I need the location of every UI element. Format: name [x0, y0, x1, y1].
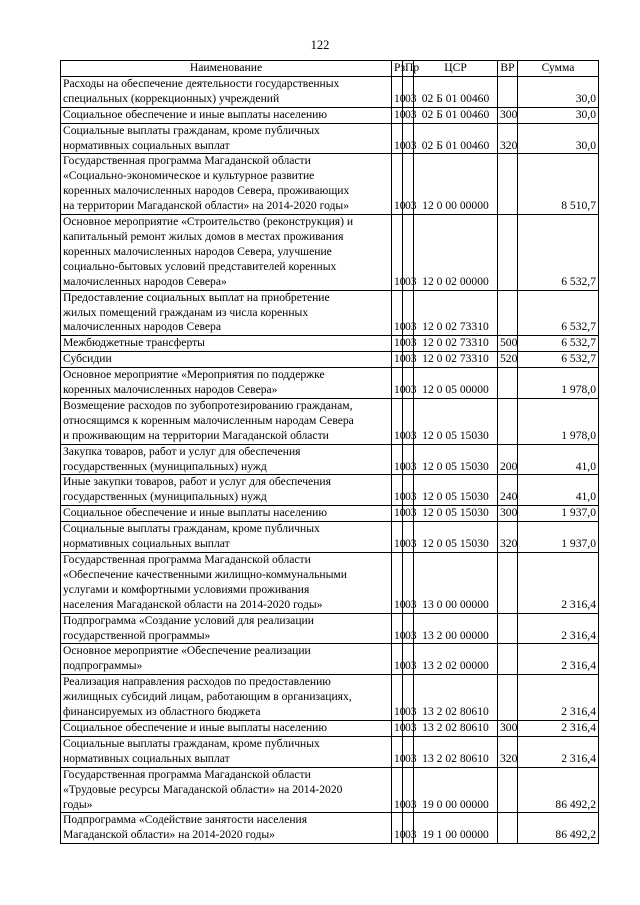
cell-csr: 12 0 02 73310 — [414, 290, 498, 336]
table-row — [61, 813, 599, 844]
header-pr: Пр — [403, 61, 414, 77]
cell-csr: 19 0 00 00000 — [414, 767, 498, 813]
cell-rz: 10 — [392, 506, 403, 522]
cell-vr — [498, 767, 518, 813]
cell-name: Иные закупки товаров, работ и услуг для обеспечения государственных (муниципальных) нужд — [61, 475, 392, 506]
cell-vr: 240 — [498, 475, 518, 506]
cell-sum: 2 316,4 — [518, 644, 599, 675]
table-row — [61, 553, 599, 614]
cell-sum: 86 492,2 — [518, 767, 599, 813]
cell-name: Подпрограмма «Создание условий для реализации государственной программы» — [61, 613, 392, 644]
table-row — [61, 368, 599, 399]
cell-name: Предоставление социальных выплат на приобретение жилых помещений гражданам из числа коренных малочисленных народов Севера — [61, 290, 392, 336]
cell-rz: 10 — [392, 398, 403, 444]
cell-sum: 6 532,7 — [518, 352, 599, 368]
cell-pr: 03 — [403, 720, 414, 736]
cell-rz: 10 — [392, 522, 403, 553]
cell-name: Социальное обеспечение и иные выплаты населению — [61, 720, 392, 736]
cell-vr — [498, 613, 518, 644]
cell-csr: 12 0 02 00000 — [414, 215, 498, 291]
cell-csr: 19 1 00 00000 — [414, 813, 498, 844]
cell-vr — [498, 553, 518, 614]
cell-csr: 02 Б 01 00460 — [414, 123, 498, 154]
cell-pr: 03 — [403, 553, 414, 614]
cell-sum: 30,0 — [518, 123, 599, 154]
cell-vr: 500 — [498, 336, 518, 352]
cell-vr: 320 — [498, 123, 518, 154]
cell-pr: 03 — [403, 290, 414, 336]
cell-csr: 13 2 02 80610 — [414, 720, 498, 736]
cell-pr: 03 — [403, 736, 414, 767]
table-row — [61, 767, 599, 813]
cell-pr: 03 — [403, 444, 414, 475]
cell-vr — [498, 644, 518, 675]
cell-rz: 10 — [392, 215, 403, 291]
cell-sum: 2 316,4 — [518, 613, 599, 644]
cell-sum: 41,0 — [518, 475, 599, 506]
cell-sum: 2 316,4 — [518, 736, 599, 767]
cell-pr: 03 — [403, 644, 414, 675]
cell-csr: 13 2 02 80610 — [414, 736, 498, 767]
cell-csr: 12 0 05 15030 — [414, 506, 498, 522]
cell-csr: 13 0 00 00000 — [414, 553, 498, 614]
cell-name: Социальные выплаты гражданам, кроме публичных нормативных социальных выплат — [61, 736, 392, 767]
table-row — [61, 475, 599, 506]
cell-sum: 6 532,7 — [518, 290, 599, 336]
cell-sum: 6 532,7 — [518, 336, 599, 352]
cell-vr — [498, 675, 518, 721]
cell-pr: 03 — [403, 352, 414, 368]
cell-name: Государственная программа Магаданской области «Социально-экономическое и культурное развитие коренных малочисленных народов Севера, проживающих на территории Магаданской области» на 2014-2020 годы» — [61, 154, 392, 215]
budget-table — [60, 60, 599, 844]
cell-vr: 300 — [498, 506, 518, 522]
cell-name: Основное мероприятие «Обеспечение реализации подпрограммы» — [61, 644, 392, 675]
cell-rz: 10 — [392, 107, 403, 123]
table-row — [61, 613, 599, 644]
cell-vr: 300 — [498, 720, 518, 736]
cell-name: Социальное обеспечение и иные выплаты населению — [61, 107, 392, 123]
cell-name: Государственная программа Магаданской области «Трудовые ресурсы Магаданской области» на 2014-2020 годы» — [61, 767, 392, 813]
header-name: Наименование — [61, 61, 392, 77]
cell-sum: 2 316,4 — [518, 720, 599, 736]
cell-name: Основное мероприятие «Мероприятия по поддержке коренных малочисленных народов Севера» — [61, 368, 392, 399]
cell-rz: 10 — [392, 720, 403, 736]
cell-sum: 2 316,4 — [518, 675, 599, 721]
cell-sum: 6 532,7 — [518, 215, 599, 291]
cell-rz: 10 — [392, 368, 403, 399]
cell-sum: 1 937,0 — [518, 506, 599, 522]
cell-pr: 03 — [403, 813, 414, 844]
cell-sum: 30,0 — [518, 107, 599, 123]
cell-csr: 12 0 05 15030 — [414, 398, 498, 444]
cell-pr: 03 — [403, 215, 414, 291]
cell-pr: 03 — [403, 398, 414, 444]
cell-name: Субсидии — [61, 352, 392, 368]
cell-name: Социальные выплаты гражданам, кроме публичных нормативных социальных выплат — [61, 123, 392, 154]
cell-pr: 03 — [403, 522, 414, 553]
table-row — [61, 352, 599, 368]
cell-rz: 10 — [392, 123, 403, 154]
cell-csr: 12 0 05 15030 — [414, 444, 498, 475]
table-header — [61, 61, 599, 77]
header-sum: Сумма — [518, 61, 599, 77]
cell-name: Основное мероприятие «Строительство (реконструкция) и капитальный ремонт жилых домов в местах проживания коренных малочисленных народов Севера, улучшение социально-бытовых условий представителей коренных малочисленных народов Севера» — [61, 215, 392, 291]
table-row — [61, 107, 599, 123]
cell-pr: 03 — [403, 336, 414, 352]
cell-pr: 03 — [403, 506, 414, 522]
header-rz: Рз — [392, 61, 403, 77]
table-row — [61, 644, 599, 675]
header-csr: ЦСР — [414, 61, 498, 77]
cell-sum: 1 937,0 — [518, 522, 599, 553]
cell-sum: 2 316,4 — [518, 553, 599, 614]
cell-pr: 03 — [403, 76, 414, 107]
cell-csr: 12 0 02 73310 — [414, 336, 498, 352]
cell-rz: 10 — [392, 767, 403, 813]
cell-rz: 10 — [392, 675, 403, 721]
cell-csr: 12 0 05 00000 — [414, 368, 498, 399]
cell-pr: 03 — [403, 675, 414, 721]
cell-rz: 10 — [392, 352, 403, 368]
table-row — [61, 215, 599, 291]
table-row — [61, 398, 599, 444]
page-number: 122 — [310, 38, 330, 52]
cell-vr — [498, 154, 518, 215]
cell-csr: 12 0 00 00000 — [414, 154, 498, 215]
table-row — [61, 444, 599, 475]
cell-rz: 10 — [392, 475, 403, 506]
cell-rz: 10 — [392, 813, 403, 844]
cell-vr: 200 — [498, 444, 518, 475]
cell-rz: 10 — [392, 336, 403, 352]
cell-pr: 03 — [403, 368, 414, 399]
cell-name: Государственная программа Магаданской области «Обеспечение качественными жилищно-коммунальными услугами и комфортными условиями проживания населения Магаданской области на 2014-2020 годы» — [61, 553, 392, 614]
table-row — [61, 154, 599, 215]
table-row — [61, 336, 599, 352]
cell-csr: 02 Б 01 00460 — [414, 107, 498, 123]
cell-rz: 10 — [392, 613, 403, 644]
cell-csr: 12 0 05 15030 — [414, 522, 498, 553]
cell-vr — [498, 215, 518, 291]
cell-pr: 03 — [403, 475, 414, 506]
table-row — [61, 123, 599, 154]
cell-csr: 12 0 05 15030 — [414, 475, 498, 506]
cell-name: Возмещение расходов по зубопротезированию гражданам, относящимся к коренным малочисленным народам Севера и проживающим на территории Магаданской области — [61, 398, 392, 444]
cell-vr — [498, 368, 518, 399]
cell-rz: 10 — [392, 644, 403, 675]
cell-csr: 02 Б 01 00460 — [414, 76, 498, 107]
cell-name: Межбюджетные трансферты — [61, 336, 392, 352]
cell-pr: 03 — [403, 767, 414, 813]
cell-pr: 03 — [403, 107, 414, 123]
cell-vr: 300 — [498, 107, 518, 123]
cell-csr: 13 2 00 00000 — [414, 613, 498, 644]
cell-vr: 320 — [498, 522, 518, 553]
table-row — [61, 522, 599, 553]
table-row — [61, 736, 599, 767]
cell-csr: 13 2 02 00000 — [414, 644, 498, 675]
header-row — [61, 61, 599, 77]
cell-name: Подпрограмма «Содействие занятости населения Магаданской области» на 2014-2020 годы» — [61, 813, 392, 844]
cell-rz: 10 — [392, 736, 403, 767]
cell-csr: 12 0 02 73310 — [414, 352, 498, 368]
table-body — [61, 76, 599, 843]
cell-vr: 520 — [498, 352, 518, 368]
cell-vr — [498, 290, 518, 336]
table-row — [61, 290, 599, 336]
cell-rz: 10 — [392, 444, 403, 475]
cell-name: Социальные выплаты гражданам, кроме публичных нормативных социальных выплат — [61, 522, 392, 553]
table-row — [61, 506, 599, 522]
cell-name: Социальное обеспечение и иные выплаты населению — [61, 506, 392, 522]
cell-name: Реализация направления расходов по предоставлению жилищных субсидий лицам, работающим в организациях, финансируемых из областного бюджета — [61, 675, 392, 721]
header-vr: ВР — [498, 61, 518, 77]
cell-csr: 13 2 02 80610 — [414, 675, 498, 721]
cell-rz: 10 — [392, 76, 403, 107]
cell-vr — [498, 813, 518, 844]
cell-name: Закупка товаров, работ и услуг для обеспечения государственных (муниципальных) нужд — [61, 444, 392, 475]
cell-rz: 10 — [392, 290, 403, 336]
table-row — [61, 675, 599, 721]
cell-pr: 03 — [403, 613, 414, 644]
cell-name: Расходы на обеспечение деятельности государственных специальных (коррекционных) учреждений — [61, 76, 392, 107]
cell-sum: 1 978,0 — [518, 398, 599, 444]
cell-rz: 10 — [392, 154, 403, 215]
cell-sum: 86 492,2 — [518, 813, 599, 844]
cell-sum: 41,0 — [518, 444, 599, 475]
cell-sum: 1 978,0 — [518, 368, 599, 399]
table-row — [61, 76, 599, 107]
cell-vr — [498, 398, 518, 444]
cell-sum: 8 510,7 — [518, 154, 599, 215]
cell-pr: 03 — [403, 154, 414, 215]
cell-vr — [498, 76, 518, 107]
cell-rz: 10 — [392, 553, 403, 614]
cell-vr: 320 — [498, 736, 518, 767]
table-row — [61, 720, 599, 736]
cell-pr: 03 — [403, 123, 414, 154]
cell-sum: 30,0 — [518, 76, 599, 107]
